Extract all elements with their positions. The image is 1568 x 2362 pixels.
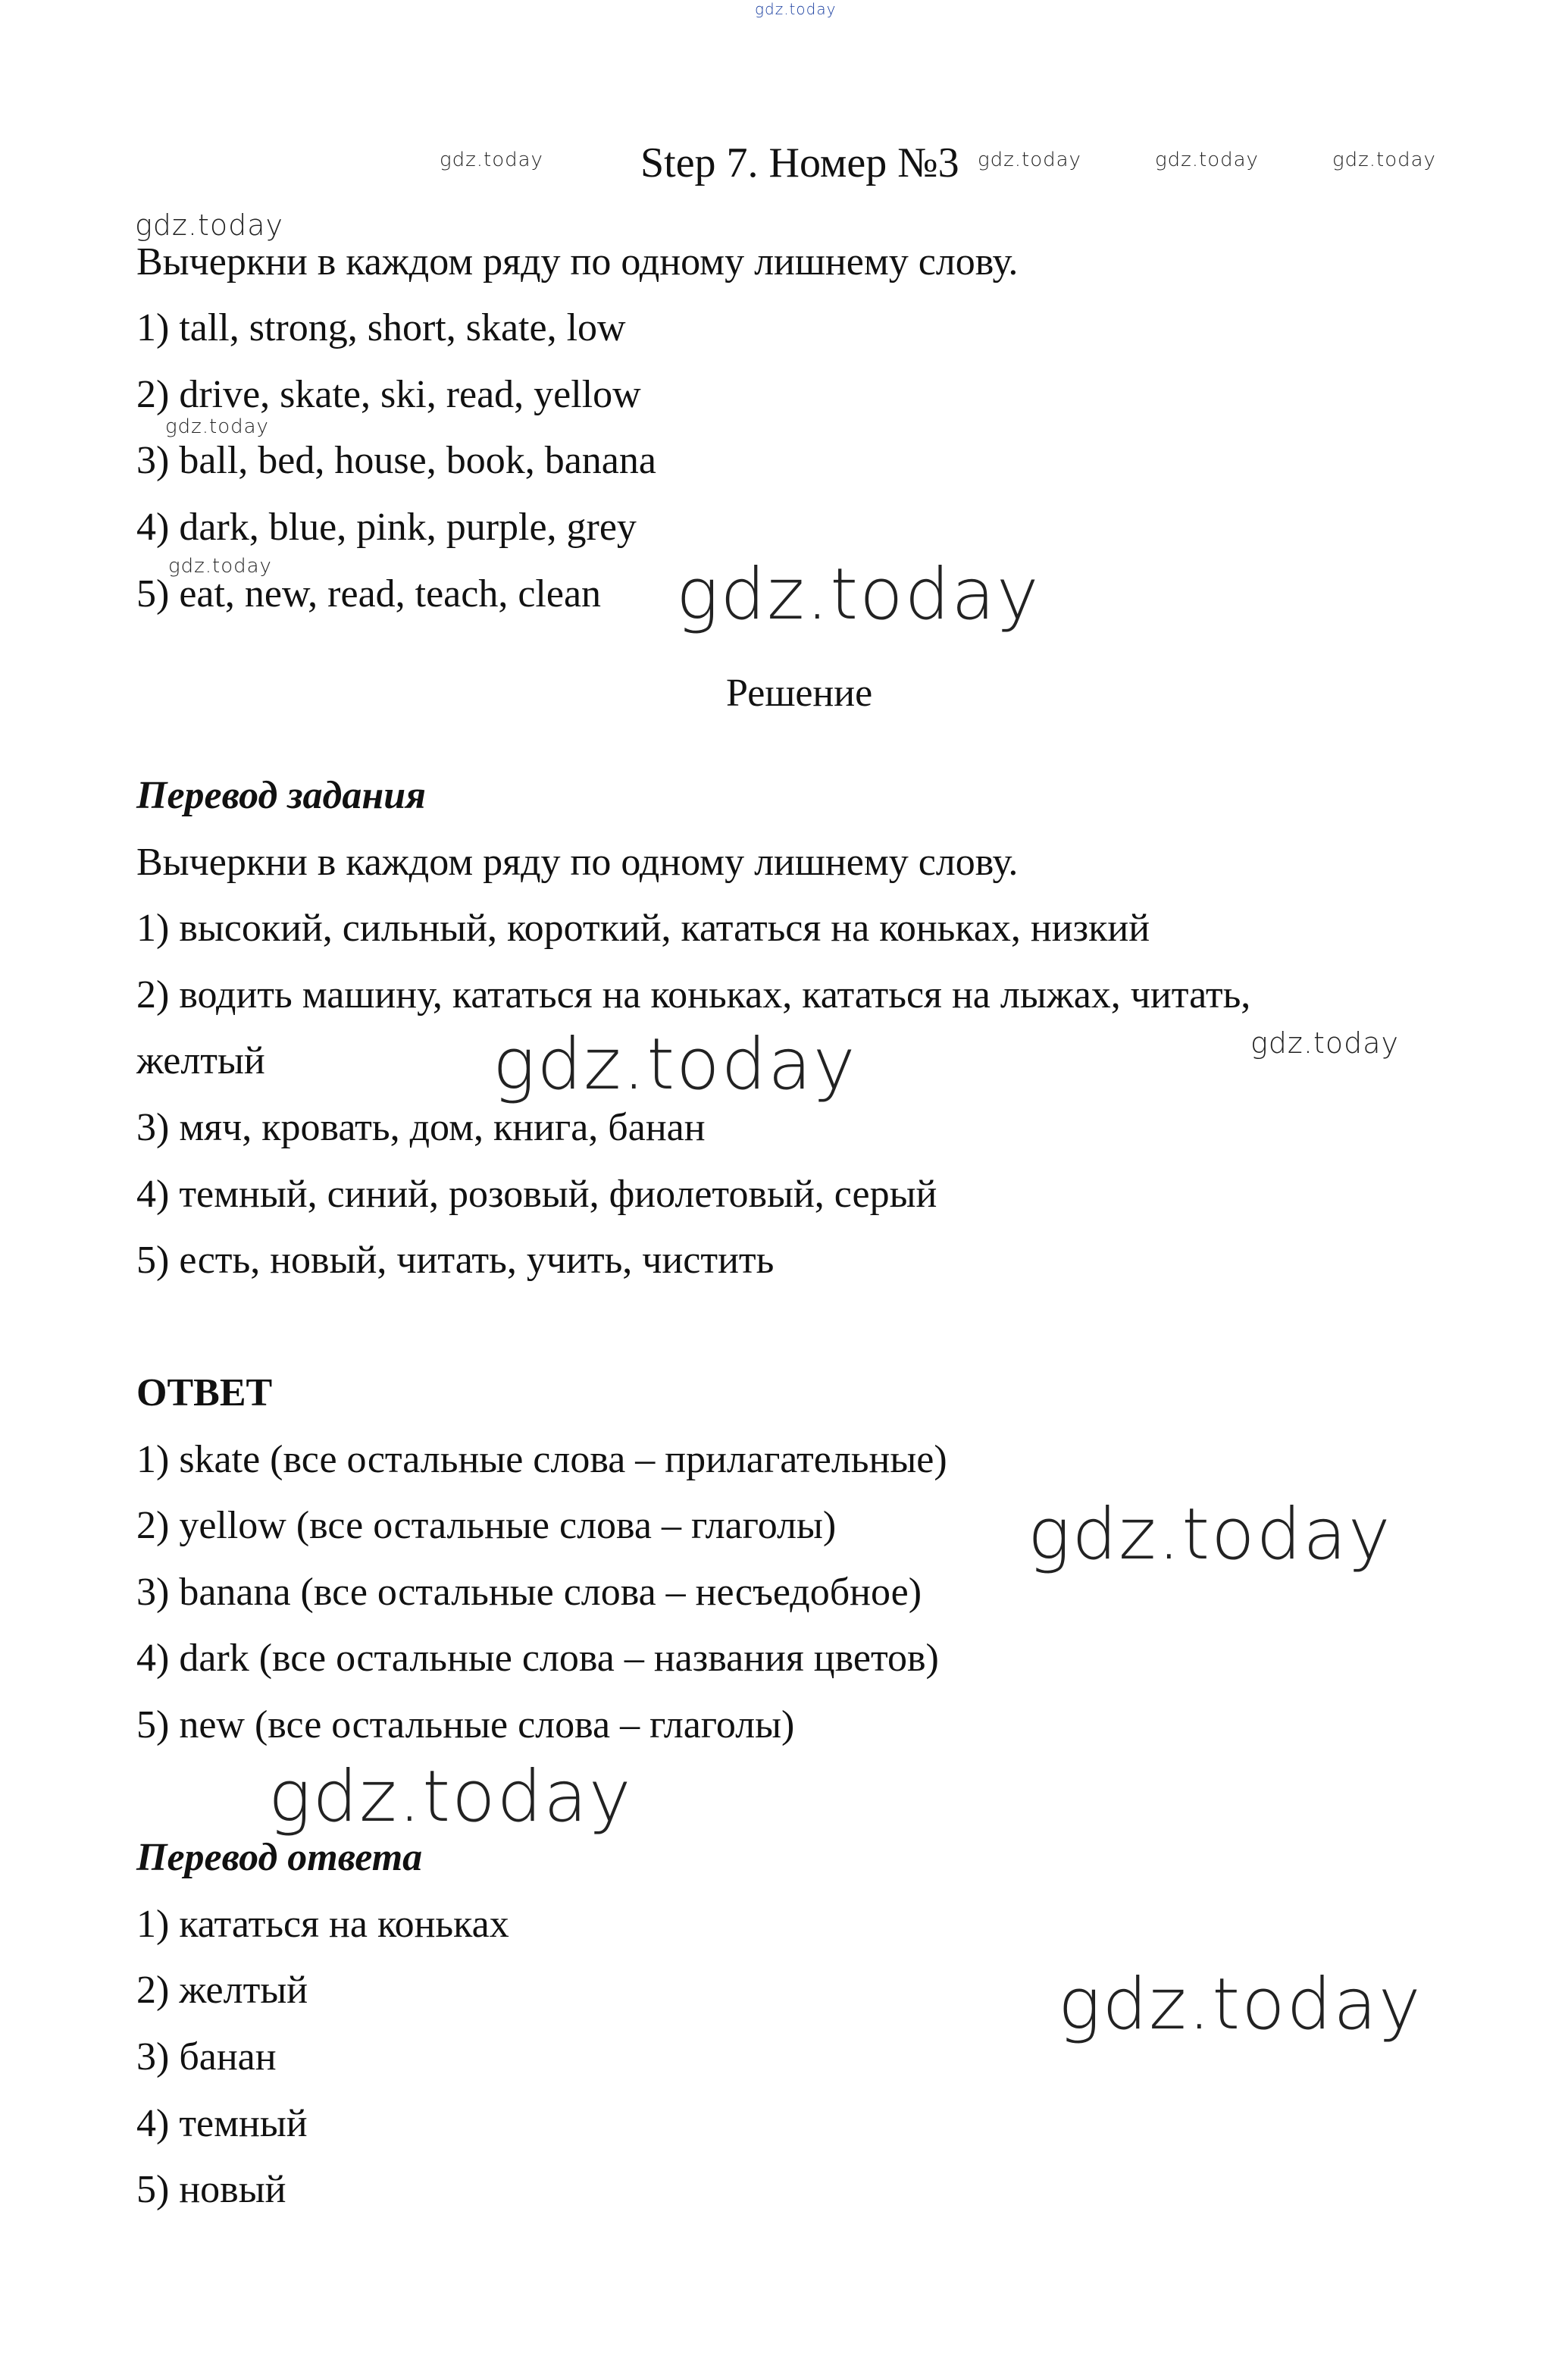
watermark: gdz.today — [1028, 1493, 1392, 1576]
answer-item: 5) new (все остальные слова – глаголы) — [136, 1703, 795, 1746]
watermark: gdz.today — [268, 1756, 633, 1838]
task-item: 3) ball, bed, house, book, banana — [136, 439, 656, 482]
translation-task-heading: Перевод задания — [136, 774, 426, 817]
watermark: gdz.today — [440, 149, 543, 171]
task-item: 5) eat, new, read, teach, clean — [136, 572, 602, 616]
translation-answer-item: 5) новый — [136, 2168, 286, 2211]
task-item: 1) tall, strong, short, skate, low — [136, 306, 626, 349]
translation-task-item: желтый — [136, 1039, 265, 1082]
watermark: gdz.today — [676, 553, 1041, 636]
translation-task-instruction: Вычеркни в каждом ряду по одному лишнему слову. — [136, 841, 1019, 884]
watermark: gdz.today — [755, 0, 837, 18]
watermark: gdz.today — [1058, 1963, 1422, 2046]
translation-task-item: 2) водить машину, кататься на коньках, кататься на лыжах, читать, — [136, 973, 1251, 1017]
translation-task-item: 1) высокий, сильный, короткий, кататься на коньках, низкий — [136, 907, 1150, 950]
watermark: gdz.today — [168, 555, 272, 578]
watermark: gdz.today — [1155, 149, 1259, 171]
translation-task-item: 4) темный, синий, розовый, фиолетовый, серый — [136, 1173, 937, 1216]
watermark: gdz.today — [135, 208, 283, 242]
task-instruction: Вычеркни в каждом ряду по одному лишнему слову. — [136, 240, 1019, 284]
answer-item: 4) dark (все остальные слова – названия цветов) — [136, 1637, 939, 1680]
answer-item: 1) skate (все остальные слова – прилагательные) — [136, 1438, 947, 1481]
task-item: 4) dark, blue, pink, purple, grey — [136, 506, 637, 549]
translation-answer-item: 4) темный — [136, 2102, 308, 2145]
watermark: gdz.today — [1250, 1026, 1399, 1060]
translation-answer-heading: Перевод ответа — [136, 1836, 423, 1879]
answer-item: 2) yellow (все остальные слова – глаголы) — [136, 1504, 837, 1547]
answer-item: 3) banana (все остальные слова – несъедобное) — [136, 1571, 922, 1614]
answer-heading: ОТВЕТ — [136, 1371, 273, 1414]
task-item: 2) drive, skate, ski, read, yellow — [136, 373, 641, 416]
translation-answer-item: 3) банан — [136, 2035, 277, 2078]
translation-answer-item: 1) кататься на коньках — [136, 1903, 509, 1946]
page-title: Step 7. Номер №3 — [640, 139, 959, 186]
watermark: gdz.today — [493, 1023, 857, 1106]
translation-task-item: 3) мяч, кровать, дом, книга, банан — [136, 1106, 706, 1149]
watermark: gdz.today — [1332, 149, 1436, 171]
translation-answer-item: 2) желтый — [136, 1969, 308, 2012]
watermark: gdz.today — [165, 415, 269, 438]
solution-label: Решение — [726, 672, 873, 715]
translation-task-item: 5) есть, новый, читать, учить, чистить — [136, 1239, 775, 1282]
watermark: gdz.today — [978, 149, 1081, 171]
